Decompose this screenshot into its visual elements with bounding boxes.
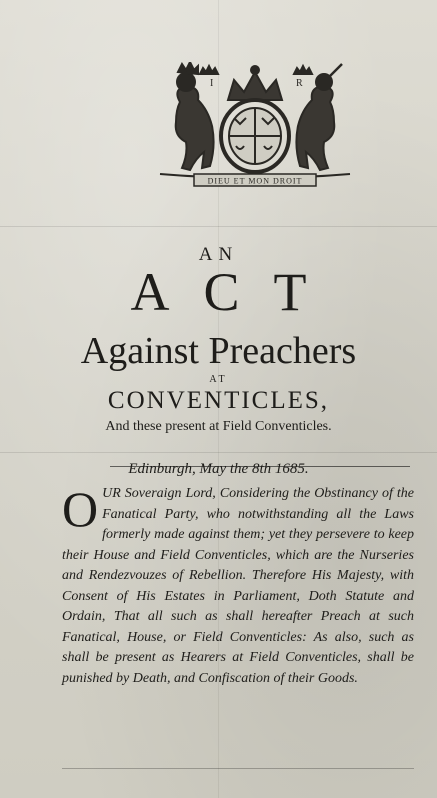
bottom-rule xyxy=(62,768,414,769)
act-body-text: UR Soveraign Lord, Considering the Obstinancy of the Fanatical Party, who notwithstanding all the Laws formerly made against them; yet they persevere to keep their House and Field Conventicles, which are the Nurseries and Rendezvouzes of Rebellion. Therefore His Majesty, with Consent of His Estates in Parliament, Doth Statute and Ordain, That all such as shall hereafter Preach at such Fanatical, House, or Field Conventicles: As also, such as shall be present as Hearers at Field Conventicles, shall be punished by Death, and Confiscation of their Goods. xyxy=(62,486,414,686)
heading-subtitle: And these present at Field Conventicles. xyxy=(105,419,332,434)
date-line: Edinburgh, May the 8th 1685. xyxy=(128,461,309,477)
crest-initial: R xyxy=(296,78,303,89)
heading-conventicles: CONVENTICLES, xyxy=(107,387,330,414)
heading-at: AT xyxy=(209,374,228,385)
heading-act: ACT xyxy=(130,262,341,322)
royal-coat-of-arms-icon xyxy=(150,62,360,190)
heading-an: AN xyxy=(198,244,239,265)
drop-cap: O xyxy=(62,481,99,537)
motto-text: DIEU ET MON DROIT xyxy=(207,176,303,186)
heading-against-preachers: Against Preachers xyxy=(80,330,357,372)
crest-initial: I xyxy=(210,78,214,89)
act-body xyxy=(62,481,414,689)
